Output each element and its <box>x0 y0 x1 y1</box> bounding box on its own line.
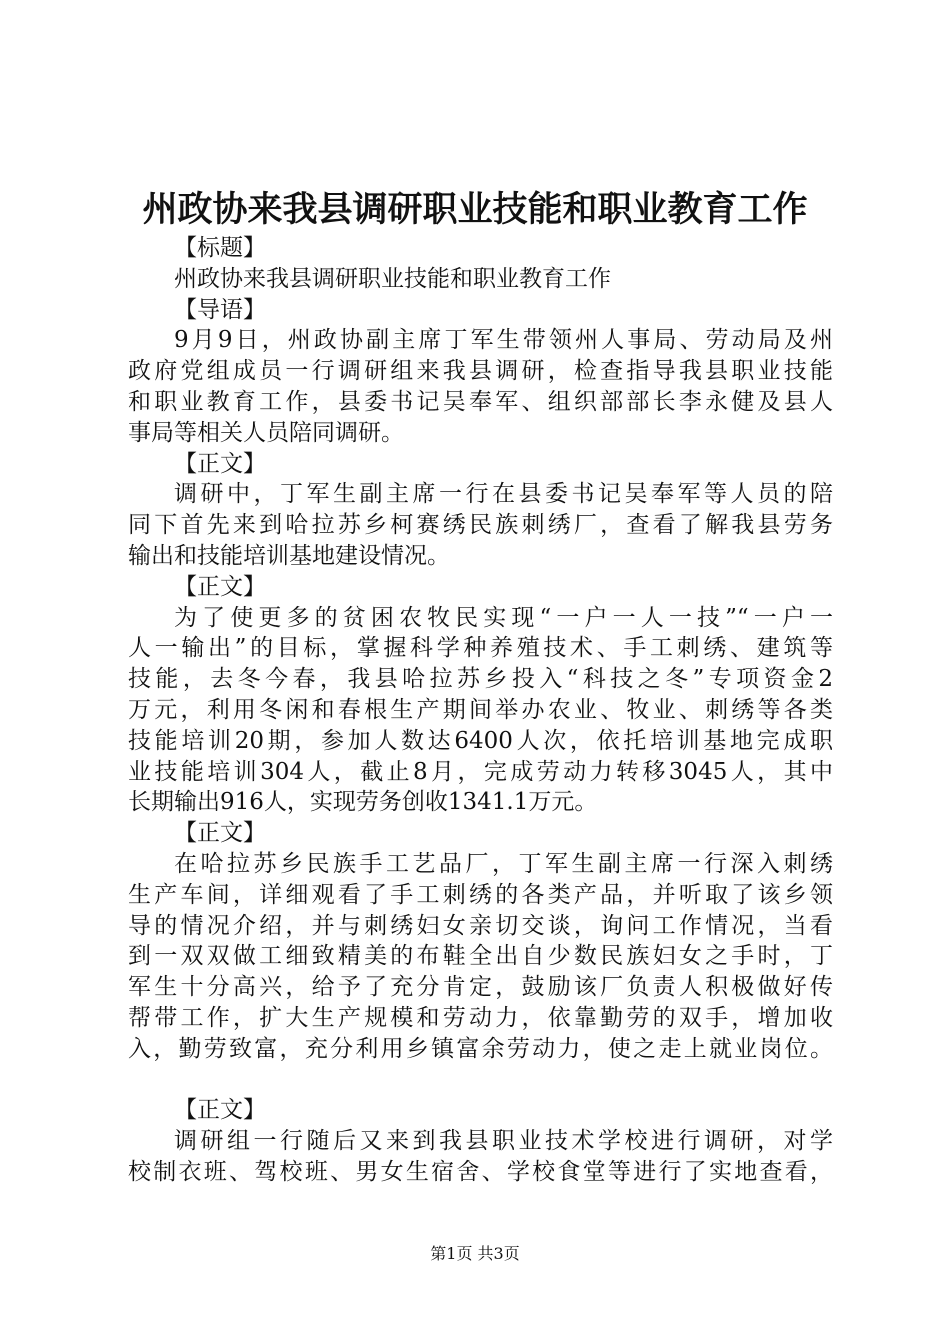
body-text-line: 业技能培训304人，截止8月，完成劳动力转移3045人，其中 <box>128 758 833 785</box>
body-text-line: 调研组一行随后又来到我县职业技术学校进行调研，对学 <box>174 1128 833 1155</box>
section-label: 【正文】 <box>174 1097 266 1124</box>
body-text-line: 为了使更多的贫困农牧民实现“一户一人一技”“一户一 <box>174 604 833 631</box>
body-text-line: 和职业教育工作，县委书记吴奉军、组织部部长李永健及县人 <box>128 388 833 415</box>
section-label: 【正文】 <box>174 820 266 847</box>
section-label: 【标题】 <box>174 235 266 261</box>
body-text-line: 校制衣班、驾校班、男女生宿舍、学校食堂等进行了实地查看， <box>128 1158 833 1185</box>
section-label: 【导语】 <box>174 296 266 323</box>
body-text-line: 技能培训20期，参加人数达6400人次，依托培训基地完成职 <box>128 727 833 754</box>
body-text-line: 万元，利用冬闲和春根生产期间举办农业、牧业、刺绣等各类 <box>128 696 833 723</box>
body-text-line: 帮带工作，扩大生产规模和劳动力，依靠勤劳的双手，增加收 <box>128 1004 833 1031</box>
body-text-line: 9月9日，州政协副主席丁军生带领州人事局、劳动局及州 <box>174 327 833 354</box>
body-text-line: 长期输出916人，实现劳务创收1341.1万元。 <box>128 789 598 816</box>
body-text-line: 军生十分高兴，给予了充分肯定，鼓励该厂负责人积极做好传 <box>128 974 833 1001</box>
body-text-line: 到一双双做工细致精美的布鞋全出自少数民族妇女之手时，丁 <box>128 943 833 970</box>
body-text-line: 政府党组成员一行调研组来我县调研，检查指导我县职业技能 <box>128 358 833 385</box>
body-text-line: 事局等相关人员陪同调研。 <box>128 419 404 446</box>
body-text-line: 调研中，丁军生副主席一行在县委书记吴奉军等人员的陪 <box>174 481 833 508</box>
body-text-line: 技能，去冬今春，我县哈拉苏乡投入“科技之冬”专项资金2 <box>128 666 833 693</box>
section-label: 【正文】 <box>174 573 266 600</box>
body-text-line: 州政协来我县调研职业技能和职业教育工作 <box>174 265 611 292</box>
section-label: 【正文】 <box>174 450 266 477</box>
body-text-line: 同下首先来到哈拉苏乡柯赛绣民族刺绣厂，查看了解我县劳务 <box>128 512 833 539</box>
body-text-line: 导的情况介绍，并与刺绣妇女亲切交谈，询问工作情况，当看 <box>128 912 833 939</box>
body-text-line: 在哈拉苏乡民族手工艺品厂，丁军生副主席一行深入刺绣 <box>174 850 833 877</box>
body-text-line: 人一输出”的目标，掌握科学种养殖技术、手工刺绣、建筑等 <box>128 635 833 662</box>
blank-line <box>128 1065 833 1096</box>
document-title: 州政协来我县调研职业技能和职业教育工作 <box>142 189 808 230</box>
body-text-line: 生产车间，详细观看了手工刺绣的各类产品，并听取了该乡领 <box>128 881 833 908</box>
body-text-line: 输出和技能培训基地建设情况。 <box>128 542 450 569</box>
body-text-line: 入，勤劳致富，充分利用乡镇富余劳动力，使之走上就业岗位。 <box>128 1035 833 1062</box>
document-body <box>128 233 833 1188</box>
page-footer: 第1页 共3页 <box>430 1244 520 1263</box>
